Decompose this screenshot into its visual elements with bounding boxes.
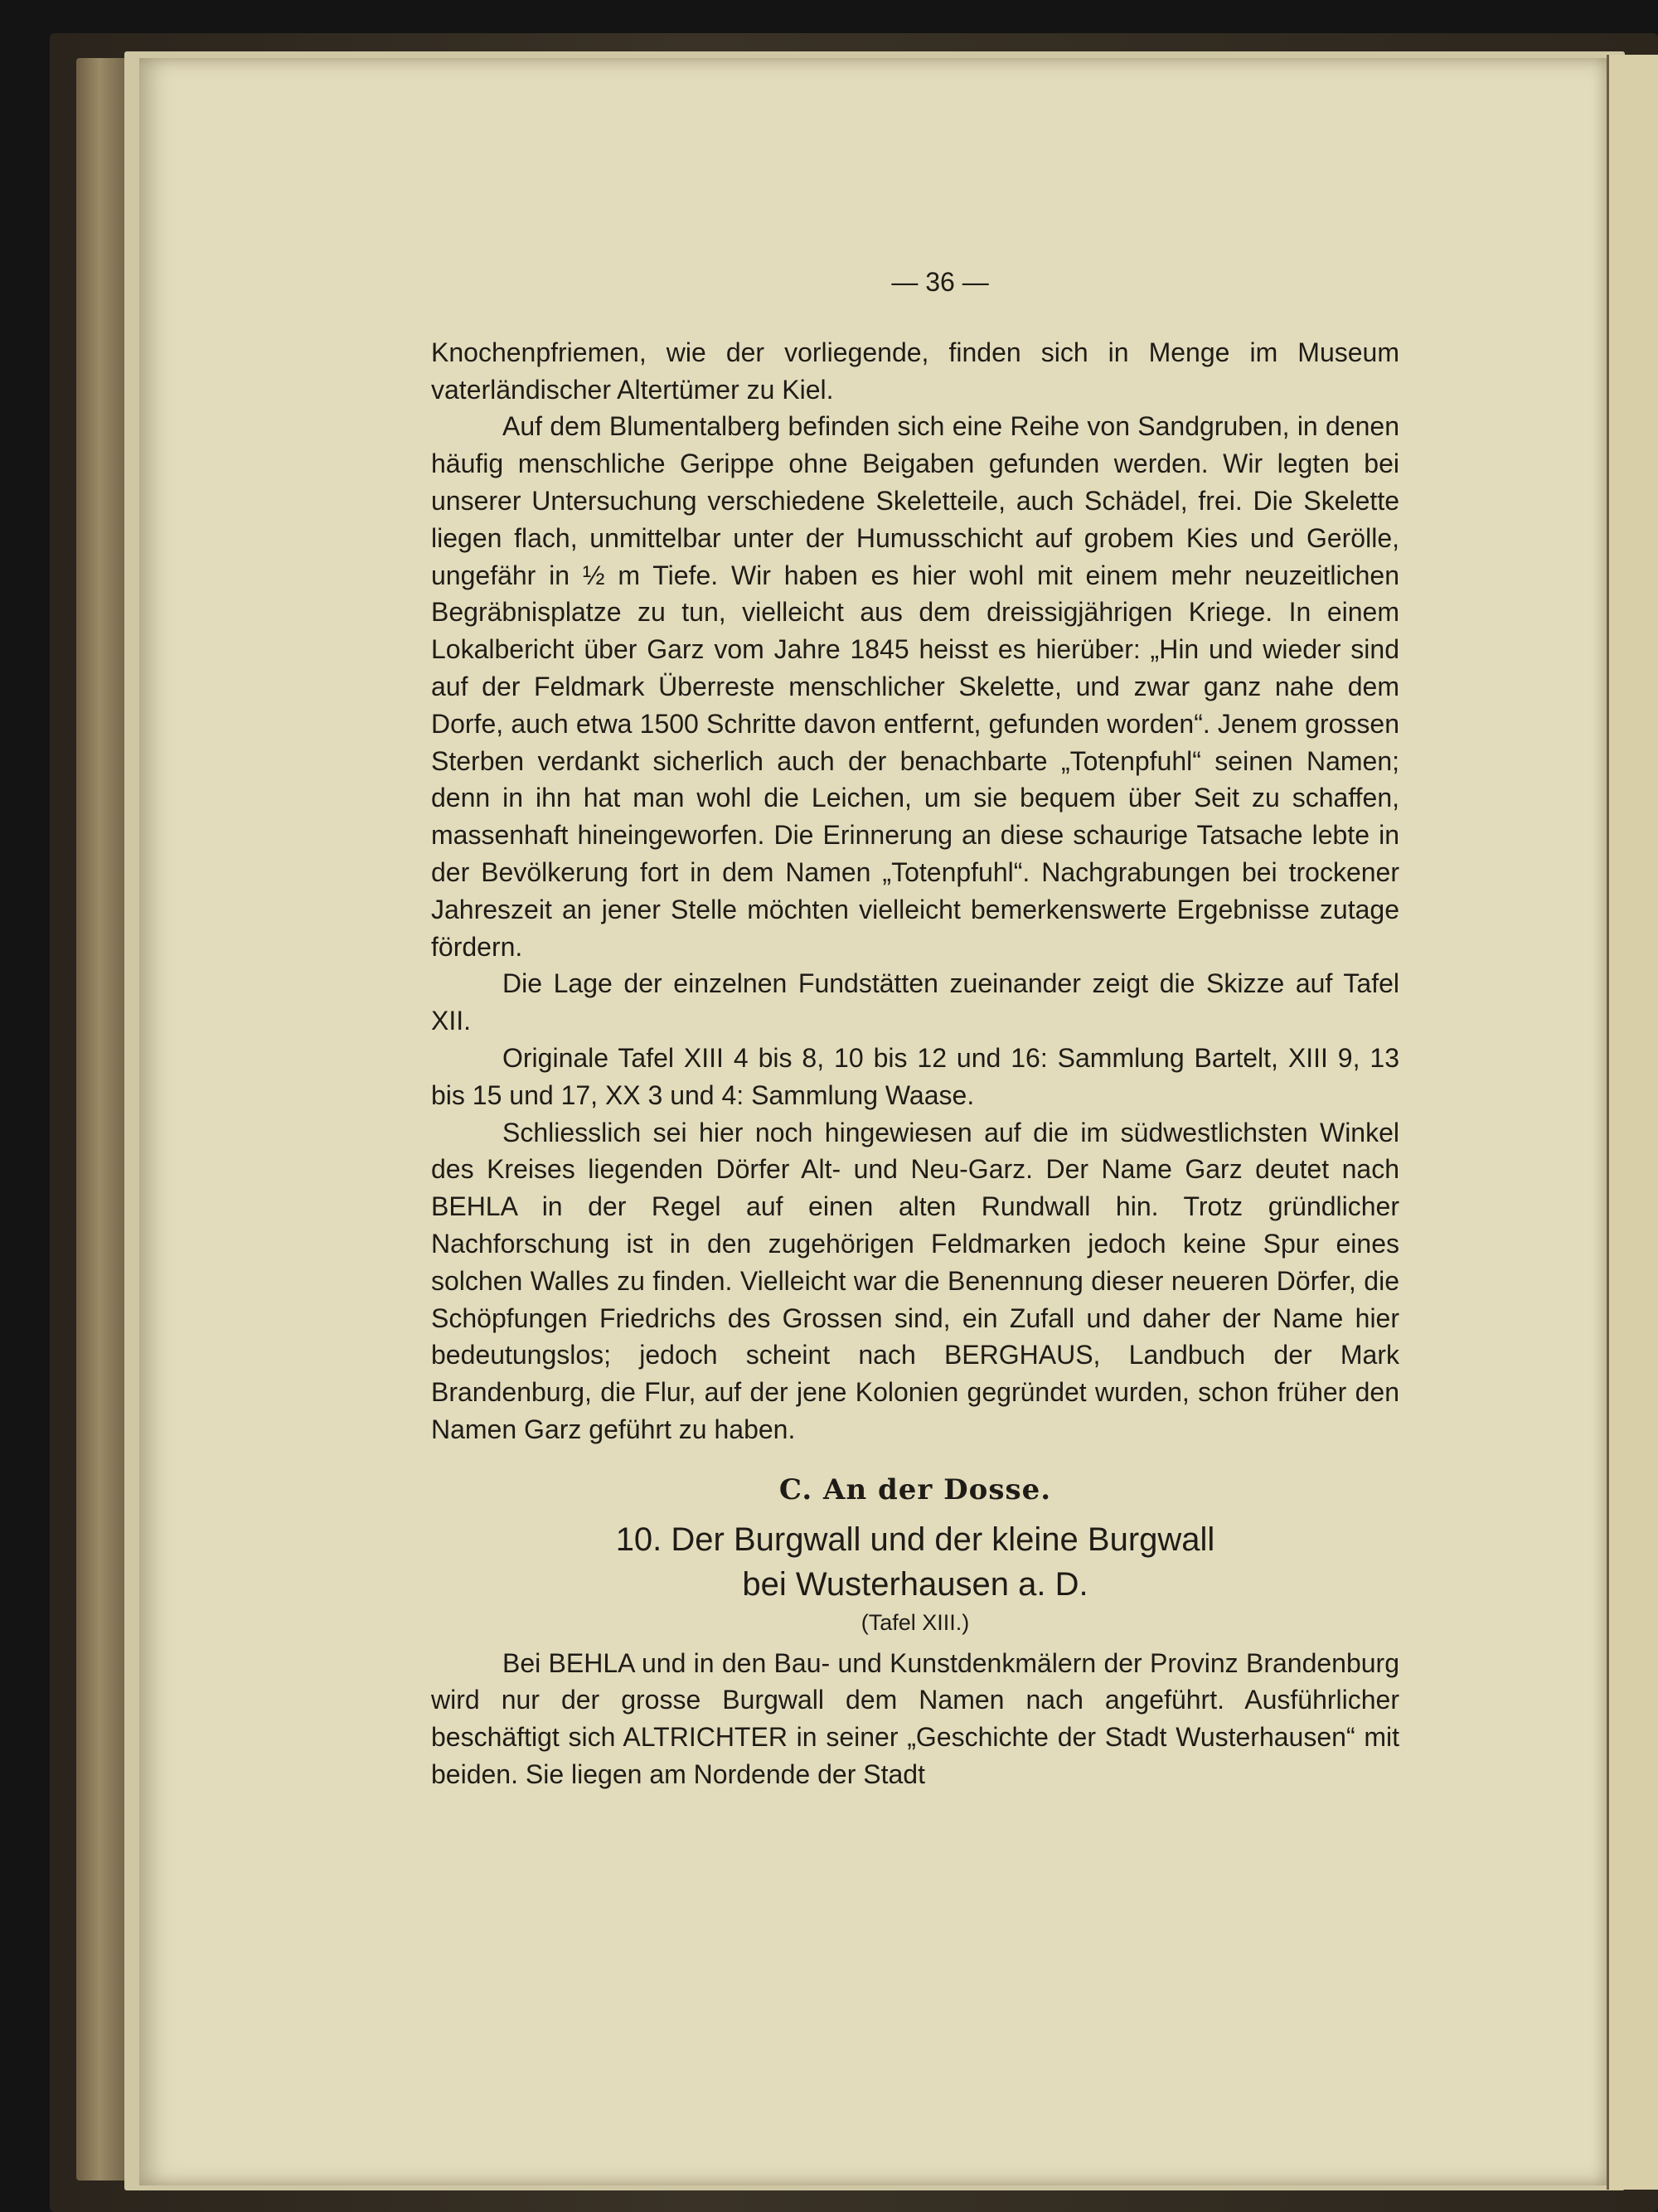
chapter-title-line-2: bei Wusterhausen a. D. [742, 1565, 1088, 1603]
section-heading: C. An der Dosse. [778, 1472, 1052, 1506]
paragraph-6: Bei BEHLA und in den Bau- und Kunstdenkmälern der Provinz Brandenburg wird nur der grosse Burgwall dem Namen nach angeführt. Ausführlicher beschäftigt sich ALTRICHTER in seiner „Geschichte der Stadt Wusterhausen“ mit beiden. Sie liegen am Nordende der Stadt [431, 1647, 1399, 1789]
paragraph-1: Knochenpfriemen, wie der vorliegende, finden sich in Menge im Museum vaterländischer Altertümer zu Kiel. [431, 337, 1399, 405]
chapter-title-line-1: 10. Der Burgwall und der kleine Burgwall [615, 1521, 1215, 1558]
paragraph-2: Auf dem Blumentalberg befinden sich eine Reihe von Sandgruben, in denen häufig menschliche Gerippe ohne Beigaben gefunden werden. Wir legten bei unserer Untersuchung verschiedene Skeletteile, auch Schädel, frei. Die Skelette liegen flach, unmittelbar unter der Humusschicht auf grobem Kies und Gerölle, ungefähr in ½ m Tiefe. Wir haben es hier wohl mit einem mehr neuzeitlichen Begräbnisplatze zu tun, vielleicht aus dem dreissigjährigen Kriege. In einem Lokalbericht über Garz vom Jahre 1845 heisst es hierüber: „Hin und wieder sind auf der Feldmark Überreste menschlicher Skelette, und zwar ganz nahe dem Dorfe, auch etwa 1500 Schritte davon entfernt, gefunden worden“. Jenem grossen Sterben verdankt sicherlich auch der benachbarte „Totenpfuhl“ seinen Namen; denn in ihn hat man wohl die Leichen, um sie bequem über Seit zu schaffen, massenhaft hineingeworfen. Die Erinnerung an diese schaurige Tatsache lebte in der Bevölkerung fort in dem Namen „Totenpfuhl“. Nachgrabungen bei trockener Jahreszeit an jener Stelle möchten vielleicht bemerkenswerte Ergebnisse zutage fördern. [431, 411, 1399, 962]
paragraph-4: Originale Tafel XIII 4 bis 8, 10 bis 12 und 16: Sammlung Bartelt, XIII 9, 13 bis 15 und 17, XX 3 und 4: Sammlung Waase. [431, 1042, 1399, 1110]
paragraph-3: Die Lage der einzelnen Fundstätten zueinander zeigt die Skizze auf Tafel XII. [431, 968, 1399, 1036]
paragraph-5: Schliesslich sei hier noch hingewiesen auf die im südwestlichsten Winkel des Kreises liegenden Dörfer Alt- und Neu-Garz. Der Name Garz deutet nach BEHLA in der Regel auf einen alten Rundwall hin. Trotz gründlicher Nachforschung ist in den zugehörigen Feldmarken jedoch keine Spur eines solchen Walles zu finden. Vielleicht war die Benennung dieser neueren Dörfer, die Schöpfungen Friedrichs des Grossen sind, ein Zufall und daher der Name hier bedeutungslos; jedoch scheint nach BERGHAUS, Landbuch der Mark Brandenburg, die Flur, auf der jene Kolonien gegründet wurden, schon früher den Namen Garz geführt zu haben. [431, 1117, 1399, 1444]
page-number: — 36 — [891, 267, 989, 297]
page-text-block [431, 264, 1399, 1793]
next-page-edge [1607, 55, 1658, 2190]
tafel-reference: (Tafel XIII.) [861, 1609, 970, 1635]
